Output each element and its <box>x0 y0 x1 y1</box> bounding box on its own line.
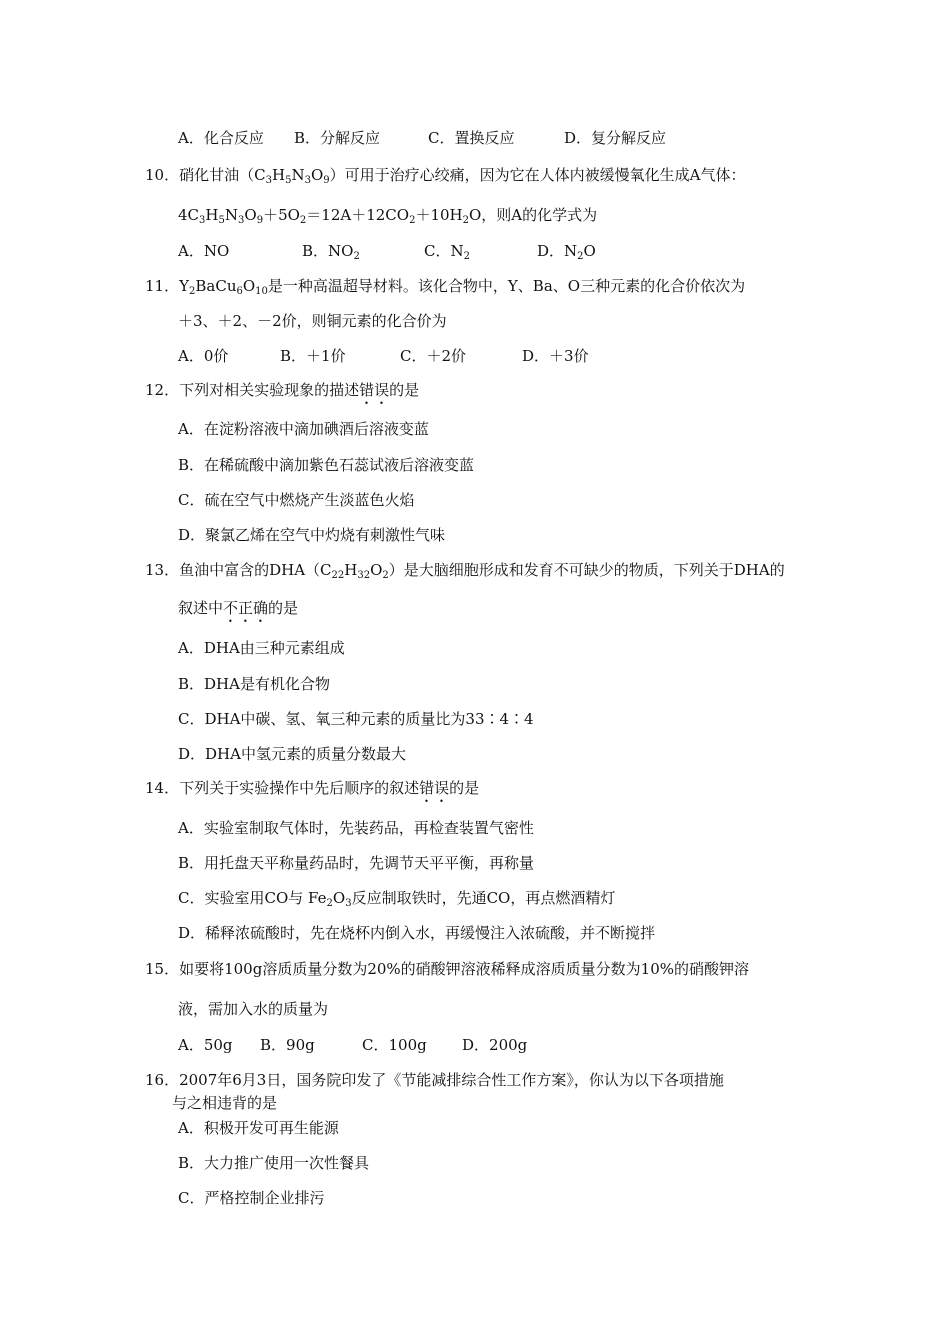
q16-number: 16． <box>145 1071 180 1089</box>
q10-option-c <box>424 241 470 261</box>
f: 9 <box>323 175 330 186</box>
q15-option-d: D．200g <box>462 1036 528 1054</box>
f: C <box>254 166 266 184</box>
emphasis-text: 不正确 <box>223 599 269 617</box>
q11-option-d: D．＋3价 <box>522 347 589 365</box>
q13-option-b: B．DHA是有机化合物 <box>178 675 330 693</box>
emphasis-text: 错误 <box>419 779 450 797</box>
q9-option-a: A．化合反应 <box>178 129 264 147</box>
q12-option-b: B．在稀硫酸中滴加紫色石蕊试液后溶液变蓝 <box>178 456 475 474</box>
f: H <box>344 561 358 579</box>
q11-option-b: B．＋1价 <box>280 347 346 365</box>
f: 5 <box>285 175 292 186</box>
t: 下列对相关实验现象的描述 <box>179 381 360 399</box>
e: ＋5O <box>263 206 300 224</box>
q10-stem-text: 硝化甘油（ <box>179 166 255 184</box>
f: 3 <box>265 175 272 186</box>
q15-stem-2: 液，需加入水的质量为 <box>178 1000 329 1018</box>
t: 的是 <box>449 779 480 797</box>
q14-option-c <box>178 888 615 908</box>
f: 10 <box>255 286 268 297</box>
q16-option-a: A．积极开发可再生能源 <box>178 1119 339 1137</box>
q14-option-b: B．用托盘天平称量药品时，先调节天平平衡，再称量 <box>178 854 535 872</box>
t: 3 <box>345 898 352 909</box>
q12-number: 12． <box>145 381 180 399</box>
e: H <box>205 206 219 224</box>
e: 2 <box>409 215 416 226</box>
q10-stem-text: ）可用于治疗心绞痛，因为它在人体内被缓慢氧化生成A气体： <box>329 166 746 184</box>
q11-option-a: A．0价 <box>178 347 229 365</box>
q10-option-d <box>537 241 596 261</box>
e: O <box>244 206 257 224</box>
o: O <box>583 242 596 260</box>
q12-option-d: D．聚氯乙烯在空气中灼烧有刺激性气味 <box>178 526 446 544</box>
f: 2 <box>189 286 196 297</box>
q11-number: 11． <box>145 277 180 295</box>
f: 32 <box>357 570 371 581</box>
q9-option-c: C．置换反应 <box>428 129 515 147</box>
f: Y <box>179 277 189 295</box>
q14-option-a: A．实验室制取气体时，先装药品，再检查装置气密性 <box>178 819 534 837</box>
q11-option-c: C．＋2价 <box>400 347 467 365</box>
q14-number: 14． <box>145 779 180 797</box>
f: 3 <box>304 175 311 186</box>
q11-formula <box>179 277 268 295</box>
f: O <box>310 166 324 184</box>
q10-stem <box>145 165 745 185</box>
q13-stem-2 <box>178 598 298 626</box>
q13-formula <box>320 561 389 579</box>
e: 9 <box>256 215 264 226</box>
f: N <box>291 166 305 184</box>
o: 2 <box>353 251 360 262</box>
q12-stem <box>145 380 419 408</box>
e: 3 <box>199 215 206 226</box>
f: 22 <box>331 570 345 581</box>
e: 2 <box>462 215 469 226</box>
f: O <box>242 277 256 295</box>
f: 2 <box>382 570 389 581</box>
t: 反应制取铁时，先通CO，再点燃酒精灯 <box>351 889 616 907</box>
o: 2 <box>577 251 584 262</box>
q10-option-a <box>178 241 229 261</box>
q15-stem <box>145 959 749 979</box>
q13-number: 13． <box>145 561 180 579</box>
t: 如要将100g溶质质量分数为20%的硝酸钾溶液稀释成溶质质量分数为10%的硝酸钾溶 <box>179 960 750 978</box>
t: 叙述中 <box>178 599 224 617</box>
q13-option-a: A．DHA由三种元素组成 <box>178 639 345 657</box>
o: A．NO <box>178 242 230 260</box>
t: 2 <box>326 898 333 909</box>
t: ）是大脑细胞形成和发育不可缺少的物质，下列关于DHA的 <box>388 561 785 579</box>
t: C．实验室用CO与 Fe <box>178 889 327 907</box>
o: D．N <box>537 242 578 260</box>
e: 4C <box>178 206 200 224</box>
q10-formula <box>254 166 330 184</box>
q16-stem <box>145 1070 724 1090</box>
q11-stem-2: ＋3、＋2、－2价，则铜元素的化合价为 <box>178 312 447 330</box>
emphasis-text: 错误 <box>359 381 390 399</box>
q16-option-c: C．严格控制企业排污 <box>178 1189 325 1207</box>
t: 的是 <box>389 381 420 399</box>
q9-option-b: B．分解反应 <box>294 129 381 147</box>
q16-stem-2: 与之相违背的是 <box>172 1094 278 1112</box>
o: 2 <box>463 251 470 262</box>
q16-option-b: B．大力推广使用一次性餐具 <box>178 1154 370 1172</box>
e: 5 <box>218 215 225 226</box>
q12-option-a: A．在淀粉溶液中滴加碘酒后溶液变蓝 <box>178 420 429 438</box>
t: O <box>332 889 346 907</box>
o: B．NO <box>302 242 354 260</box>
f: H <box>271 166 286 184</box>
t: 下列关于实验操作中先后顺序的叙述 <box>179 779 420 797</box>
f: BaCu <box>195 277 237 295</box>
q14-stem <box>145 778 479 806</box>
e: ＋10H <box>415 206 463 224</box>
q15-option-c: C．100g <box>362 1036 427 1054</box>
q10-equation <box>178 205 597 225</box>
q15-option-b: B．90g <box>260 1036 315 1054</box>
e: 2 <box>299 215 307 226</box>
o: C．N <box>424 242 464 260</box>
q10-number: 10． <box>145 166 180 184</box>
q14-option-d: D．稀释浓硫酸时，先在烧杯内倒入水，再缓慢注入浓硫酸，并不断搅拌 <box>178 924 656 942</box>
f: C <box>320 561 332 579</box>
e: N <box>224 206 238 224</box>
e: ＝12A＋12CO <box>306 206 410 224</box>
q13-stem <box>145 560 785 580</box>
q10-option-b <box>302 241 360 261</box>
e: O，则A的化学式为 <box>468 206 598 224</box>
q13-option-c: C．DHA中碳、氢、氧三种元素的质量比为33∶4∶4 <box>178 710 534 728</box>
q15-number: 15． <box>145 960 180 978</box>
t: 鱼油中富含的DHA（ <box>179 561 321 579</box>
f: O <box>370 561 383 579</box>
q11-stem-text: 是一种高温超导材料。该化合物中，Y、Ba、O三种元素的化合价依次为 <box>267 277 746 295</box>
q12-option-c: C．硫在空气中燃烧产生淡蓝色火焰 <box>178 491 415 509</box>
t: 的是 <box>268 599 299 617</box>
q13-option-d: D．DHA中氢元素的质量分数最大 <box>178 745 406 763</box>
q15-option-a: A．50g <box>178 1036 233 1054</box>
t: 2007年6月3日，国务院印发了《节能减排综合性工作方案》，你认为以下各项措施 <box>179 1071 724 1089</box>
q11-stem <box>145 276 745 296</box>
q9-option-d: D．复分解反应 <box>564 129 667 147</box>
e: 3 <box>238 215 245 226</box>
f: 6 <box>236 286 243 297</box>
